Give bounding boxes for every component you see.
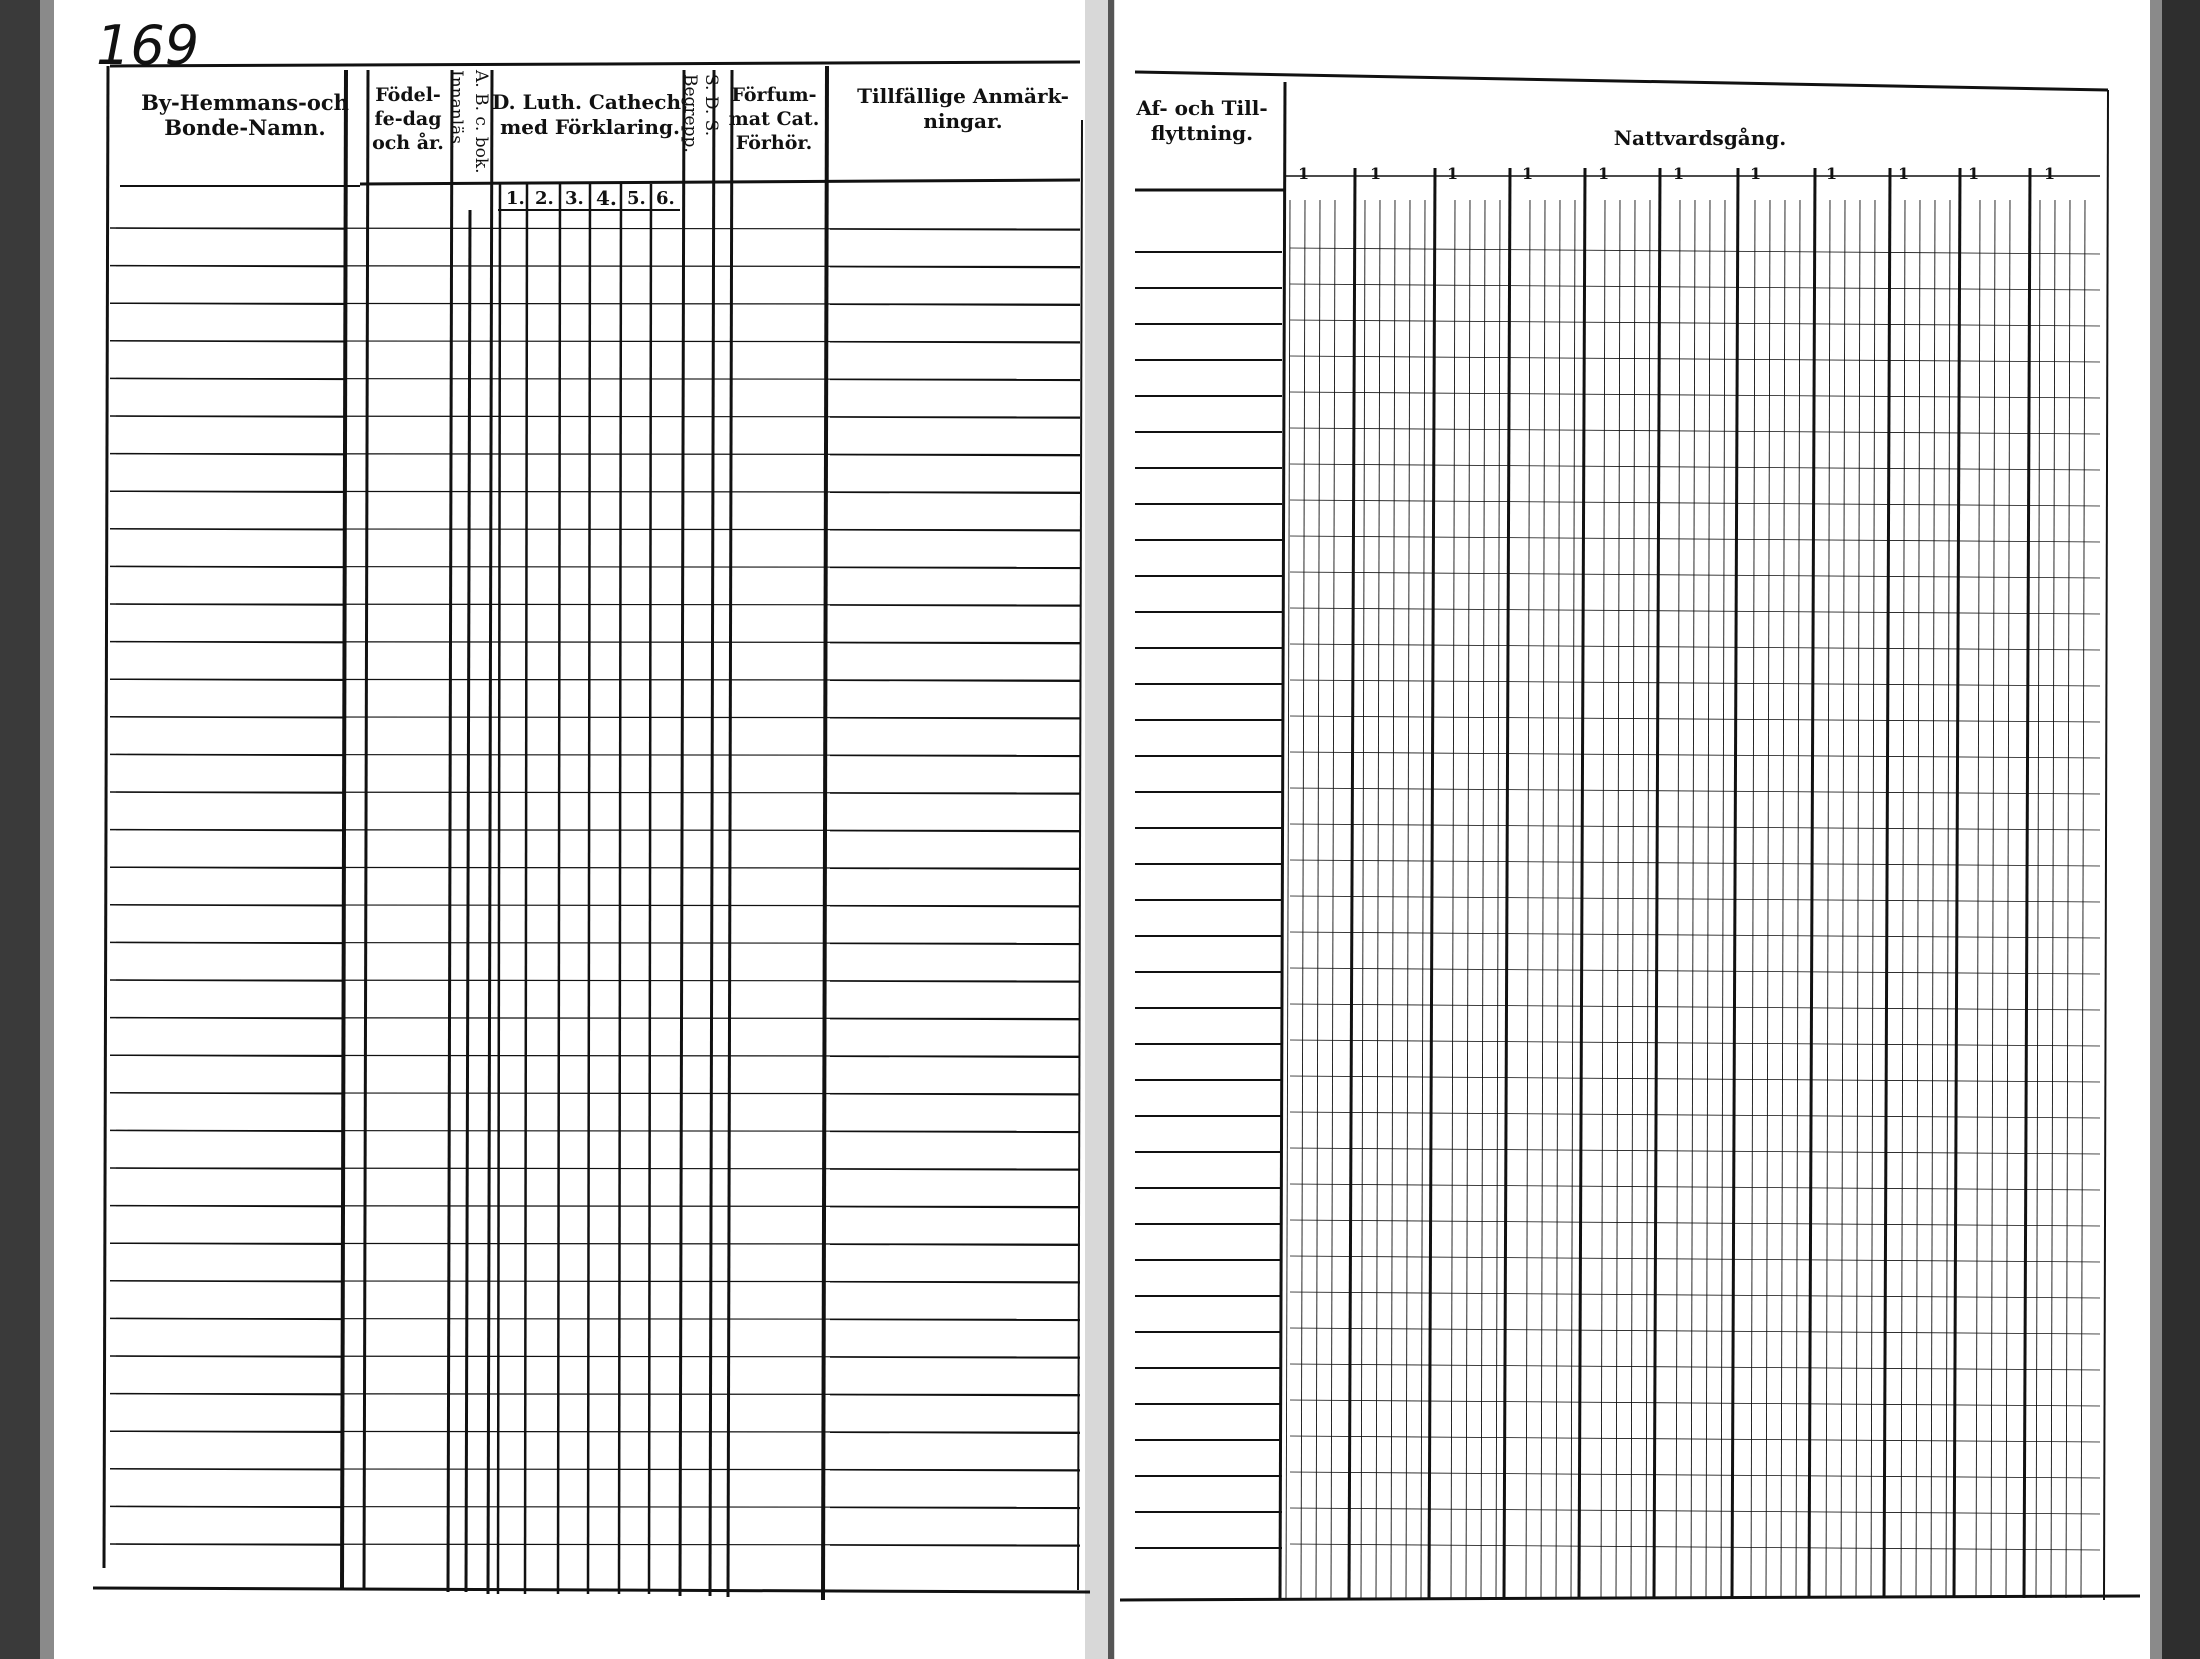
header-names-line1: By-Hemmans-och: [141, 90, 349, 115]
communion-sub-rule: [1601, 200, 1605, 1598]
communion-sub-rule: [1331, 200, 1335, 1598]
communion-sub-rule: [1496, 200, 1500, 1598]
communion-sub-rule: [1826, 200, 1830, 1598]
right-page-edge: [2160, 0, 2200, 1659]
communion-row-rule: [1290, 1472, 2100, 1478]
header-moving-line2: flyttning.: [1150, 121, 1254, 145]
communion-mark: 1: [1598, 164, 1610, 183]
communion-row-rule: [1290, 1148, 2100, 1154]
communion-column-rule: [1809, 168, 1815, 1598]
communion-sub-rule: [1991, 200, 1995, 1598]
communion-sub-rule: [2006, 200, 2010, 1598]
communion-sub-rule: [1556, 200, 1560, 1598]
catechism-sub-rule: [588, 184, 590, 1594]
communion-mark: 1: [1826, 164, 1838, 183]
left-column-rule: [104, 66, 108, 1568]
left-bottom-rule: [93, 1588, 1090, 1592]
communion-mark: 1: [1898, 164, 1910, 183]
right-page-grid: [1120, 72, 2140, 1600]
communion-sub-rule: [1976, 200, 1980, 1598]
header-remarks-line2: ningar.: [923, 109, 1003, 133]
left-header-bottom-rule: [360, 180, 1080, 184]
communion-column-rule: [1349, 168, 1355, 1598]
communion-row-rule: [1290, 1508, 2100, 1514]
header-reading: Innanläs.: [446, 70, 466, 150]
right-header-top-rule: [1135, 72, 2108, 90]
communion-row-rule: [1290, 1184, 2100, 1190]
header-birth-line1: Födel-: [375, 84, 441, 106]
communion-column-rule: [1579, 168, 1585, 1598]
catechism-sub-rule: [649, 184, 651, 1594]
communion-row-rule: [1290, 1256, 2100, 1262]
communion-sub-rule: [1376, 200, 1380, 1598]
header-neglect-line2: mat Cat.: [728, 108, 820, 130]
communion-row-rule: [1290, 1004, 2100, 1010]
left-header-top-rule: [110, 62, 1080, 66]
catechism-part-6: 6.: [656, 188, 675, 209]
left-column-rule: [728, 70, 732, 1597]
communion-row-rule: [1290, 464, 2100, 470]
communion-mark: 1: [1447, 164, 1459, 183]
communion-mark: 1: [2044, 164, 2056, 183]
communion-sub-rule: [1871, 200, 1875, 1598]
catechism-part-4: 4.: [596, 186, 617, 210]
header-concepts: Begrepp.: [680, 74, 700, 153]
communion-column-rule: [2024, 168, 2030, 1598]
communion-sub-rule: [1466, 200, 1470, 1598]
communion-row-rule: [1290, 392, 2100, 398]
right-page-border: [2104, 90, 2108, 1600]
communion-mark: 1: [1298, 164, 1310, 183]
communion-column-rule: [1732, 168, 1738, 1598]
communion-row-rule: [1290, 932, 2100, 938]
communion-sub-rule: [1421, 200, 1425, 1598]
communion-row-rule: [1290, 1364, 2100, 1370]
communion-row-rule: [1290, 1220, 2100, 1226]
communion-sub-rule: [1391, 200, 1395, 1598]
header-moving-line1: Af- och Till-: [1136, 96, 1268, 120]
communion-sub-rule: [1856, 200, 1860, 1598]
page-number: 169: [96, 14, 200, 77]
communion-row-rule: [1290, 1040, 2100, 1046]
communion-row-rule: [1290, 1112, 2100, 1118]
communion-mark: 1: [1673, 164, 1685, 183]
communion-row-rule: [1290, 1544, 2100, 1550]
header-communion: Nattvardsgång.: [1613, 126, 1787, 150]
communion-sub-rule: [2051, 200, 2055, 1598]
communion-sub-rule: [2081, 200, 2085, 1598]
header-neglect-line1: Förfum-: [731, 84, 817, 106]
communion-sub-rule: [1946, 200, 1950, 1598]
communion-column-rule: [1884, 168, 1890, 1598]
communion-row-rule: [1290, 968, 2100, 974]
communion-row-rule: [1290, 896, 2100, 902]
communion-sub-rule: [1901, 200, 1905, 1598]
left-column-rule: [680, 70, 684, 1596]
communion-sub-rule: [1286, 200, 1290, 1598]
catechism-sub-rule: [558, 184, 560, 1594]
catechism-part-3: 3.: [565, 188, 584, 209]
left-column-rule: [488, 70, 492, 1594]
header-names-line2: Bonde-Namn.: [164, 115, 326, 140]
header-sds: S. D. S.: [701, 74, 721, 137]
header-abc-book: A. B. c. bok.: [471, 70, 491, 174]
right-column-rule: [1280, 82, 1285, 1600]
catechism-part-1: 1.: [506, 188, 525, 209]
communion-row-rule: [1290, 1328, 2100, 1334]
communion-sub-rule: [1751, 200, 1755, 1598]
communion-sub-rule: [1361, 200, 1365, 1598]
left-column-rule: [823, 66, 827, 1600]
communion-sub-rule: [1316, 200, 1320, 1598]
communion-mark: 1: [1522, 164, 1534, 183]
communion-mark: 1: [1968, 164, 1980, 183]
communion-column-rule: [1429, 168, 1435, 1598]
communion-row-rule: [1290, 1292, 2100, 1298]
communion-row-rule: [1290, 1400, 2100, 1406]
left-column-rule: [448, 70, 452, 1592]
communion-mark: 1: [1370, 164, 1382, 183]
communion-row-rule: [1290, 1076, 2100, 1082]
header-remarks-line1: Tillfällige Anmärk-: [857, 84, 1069, 108]
communion-sub-rule: [1541, 200, 1545, 1598]
communion-sub-rule: [2036, 200, 2040, 1598]
communion-sub-rule: [1931, 200, 1935, 1598]
left-column-rule: [710, 70, 714, 1596]
header-neglect-line3: Förhör.: [735, 132, 813, 154]
communion-sub-rule: [1526, 200, 1530, 1598]
left-column-rule: [466, 210, 470, 1592]
header-birth-line2: fe-dag: [374, 108, 442, 130]
header-birth-line3: och år.: [372, 132, 444, 154]
left-page-edge: [0, 0, 40, 1659]
left-page-grid: [93, 62, 1090, 1600]
catechism-sub-rule: [498, 184, 500, 1594]
catechism-sub-rule: [525, 184, 527, 1594]
communion-column-rule: [1954, 168, 1960, 1598]
communion-sub-rule: [1631, 200, 1635, 1598]
communion-sub-rule: [1781, 200, 1785, 1598]
left-column-rule: [1078, 120, 1082, 1590]
catechism-part-5: 5.: [627, 188, 646, 209]
catechism-sub-rule: [619, 184, 621, 1594]
communion-mark: 1: [1750, 164, 1762, 183]
communion-row-rule: [1290, 1436, 2100, 1442]
communion-sub-rule: [1766, 200, 1770, 1598]
communion-column-rule: [1654, 168, 1660, 1598]
header-catechism-line1: D. Luth. Cathech.: [492, 90, 688, 114]
communion-sub-rule: [1616, 200, 1620, 1598]
communion-row-rule: [1290, 536, 2100, 542]
communion-sub-rule: [1481, 200, 1485, 1598]
communion-sub-rule: [1916, 200, 1920, 1598]
header-catechism-line2: med Förklaring.: [500, 115, 680, 139]
communion-row-rule: [1290, 428, 2100, 434]
communion-sub-rule: [2066, 200, 2070, 1598]
communion-sub-rule: [1841, 200, 1845, 1598]
catechism-part-2: 2.: [535, 188, 554, 209]
communion-sub-rule: [1571, 200, 1575, 1598]
communion-sub-rule: [1406, 200, 1410, 1598]
communion-row-rule: [1290, 500, 2100, 506]
communion-sub-rule: [1796, 200, 1800, 1598]
communion-sub-rule: [1301, 200, 1305, 1598]
communion-column-rule: [1504, 168, 1510, 1598]
communion-sub-rule: [1451, 200, 1455, 1598]
right-bottom-rule: [1120, 1596, 2140, 1600]
